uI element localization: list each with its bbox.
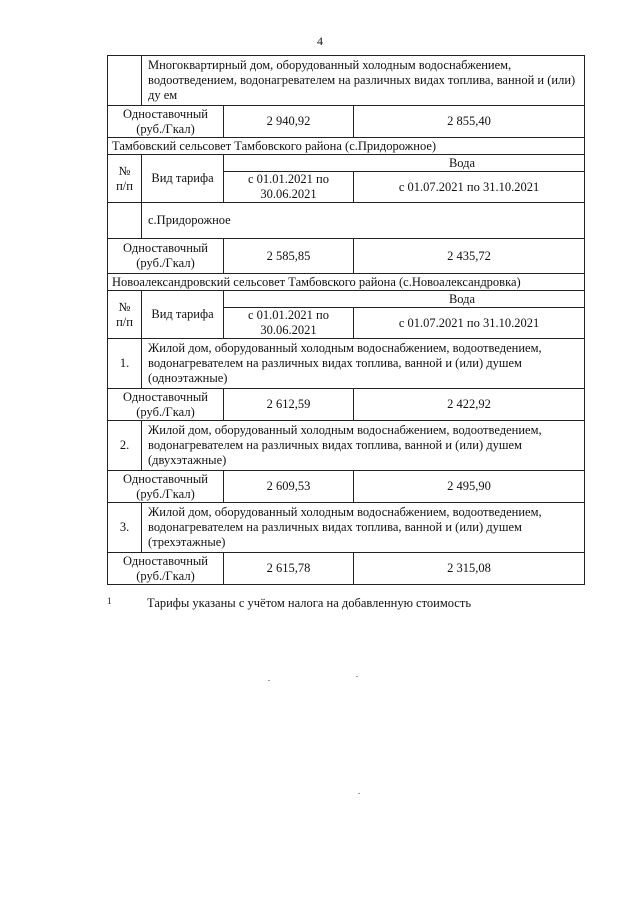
num-header: № п/п (108, 291, 142, 339)
page-number: 4 (317, 34, 323, 48)
period1-header: с 01.01.2021 по 30.06.2021 (224, 172, 354, 203)
scan-speck (356, 676, 358, 677)
table-row (108, 155, 585, 172)
value-h2-cell: 2 495,90 (354, 471, 585, 503)
section-title-row (108, 138, 585, 155)
table-row (108, 503, 585, 553)
table-row (108, 106, 585, 138)
table-row (108, 339, 585, 389)
footnote-text: Тарифы указаны с учётом налога на добавленную стоимость (147, 596, 472, 610)
num-cell: 3. (108, 503, 142, 553)
value-h1-cell: 2 940,92 (224, 106, 354, 138)
housing-description: Жилой дом, оборудованный холодным водоснабжением, водоотведением, водонагревателем на различных видах топлива, ванной и (или) душем (одноэтажные) (142, 339, 585, 389)
rate-type-cell: Одноставочный (руб./Гкал) (108, 471, 224, 503)
value-h1-cell: 2 612,59 (224, 389, 354, 421)
rate-type-cell: Одноставочный (руб./Гкал) (108, 239, 224, 274)
table-row (108, 203, 585, 239)
resource-header: Вода (224, 291, 585, 308)
kind-header: Вид тарифа (142, 155, 224, 203)
value-h1-cell: 2 585,85 (224, 239, 354, 274)
num-cell (108, 203, 142, 239)
value-h2-cell: 2 855,40 (354, 106, 585, 138)
table-row (108, 421, 585, 471)
table-row (108, 553, 585, 585)
table-row (108, 389, 585, 421)
housing-description: с.Придорожное (142, 203, 585, 239)
housing-description: Жилой дом, оборудованный холодным водоснабжением, водоотведением, водонагревателем на различных видах топлива, ванной и (или) душем (двухэтажные) (142, 421, 585, 471)
footnote-mark: 1 (107, 596, 112, 606)
rate-type-cell: Одноставочный (руб./Гкал) (108, 389, 224, 421)
value-h2-cell: 2 422,92 (354, 389, 585, 421)
period2-header: с 01.07.2021 по 31.10.2021 (354, 308, 585, 339)
resource-header: Вода (224, 155, 585, 172)
section-title-row (108, 274, 585, 291)
value-h1-cell: 2 609,53 (224, 471, 354, 503)
value-h1-cell: 2 615,78 (224, 553, 354, 585)
value-h2-cell: 2 435,72 (354, 239, 585, 274)
num-cell: 1. (108, 339, 142, 389)
period2-header: с 01.07.2021 по 31.10.2021 (354, 172, 585, 203)
table-row (108, 56, 585, 106)
table-row (108, 471, 585, 503)
rate-type-cell: Одноставочный (руб./Гкал) (108, 106, 224, 138)
tariff-table (107, 55, 585, 585)
section-title: Новоалександровский сельсовет Тамбовского района (с.Новоалександровка) (108, 274, 585, 291)
kind-header: Вид тарифа (142, 291, 224, 339)
table-row (108, 239, 585, 274)
scan-speck (268, 680, 270, 681)
num-cell (108, 56, 142, 106)
section-title: Тамбовский сельсовет Тамбовского района (с.Придорожное) (108, 138, 585, 155)
num-cell: 2. (108, 421, 142, 471)
housing-description: Многоквартирный дом, оборудованный холодным водоснабжением, водоотведением, водонагревателем на различных видах топлива, ванной и (или) ду ем (142, 56, 585, 106)
scan-speck (358, 793, 360, 794)
period1-header: с 01.01.2021 по 30.06.2021 (224, 308, 354, 339)
num-header: № п/п (108, 155, 142, 203)
value-h2-cell: 2 315,08 (354, 553, 585, 585)
rate-type-cell: Одноставочный (руб./Гкал) (108, 553, 224, 585)
housing-description: Жилой дом, оборудованный холодным водоснабжением, водоотведением, водонагревателем на различных видах топлива, ванной и (или) душем (трехэтажные) (142, 503, 585, 553)
table-row (108, 291, 585, 308)
